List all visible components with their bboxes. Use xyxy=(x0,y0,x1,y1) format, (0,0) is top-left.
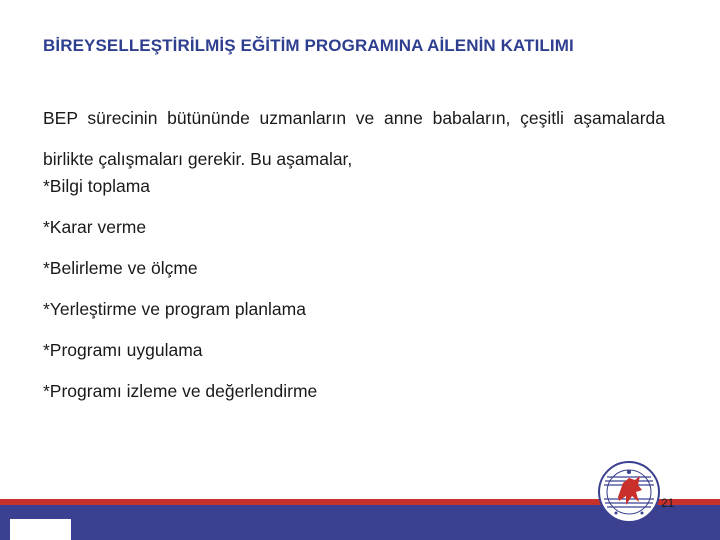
footer-white-box xyxy=(10,519,71,540)
stage-list xyxy=(43,170,317,416)
intro-paragraph: BEP sürecinin bütününde uzmanların ve anne babaların, çeşitli aşamalarda birlikte çalışmaları gerekir. Bu aşamalar, xyxy=(43,108,665,169)
university-seal-icon xyxy=(596,461,666,523)
list-item: *Bilgi toplama xyxy=(43,176,150,196)
list-item: *Yerleştirme ve program planlama xyxy=(43,299,306,319)
slide-title: BİREYSELLEŞTİRİLMİŞ EĞİTİM PROGRAMINA AİLENİN KATILIMI xyxy=(43,36,574,55)
list-item: *Belirleme ve ölçme xyxy=(43,258,198,278)
list-item: *Programı uygulama xyxy=(43,340,203,360)
list-item: *Programı izleme ve değerlendirme xyxy=(43,381,318,401)
page-number: 21 xyxy=(661,496,675,510)
list-item: *Karar verme xyxy=(43,217,147,237)
